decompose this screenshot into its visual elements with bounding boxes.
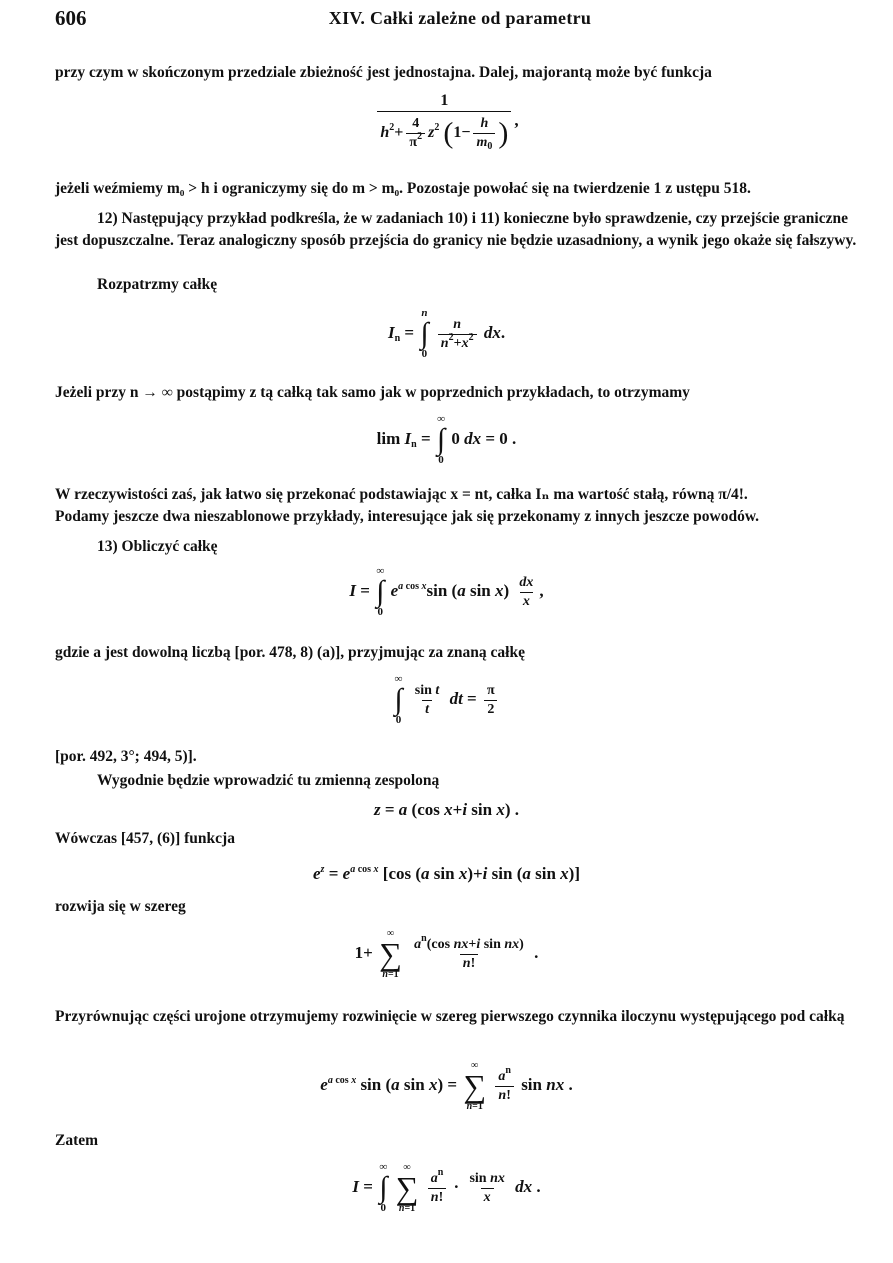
paragraph-then: Wówczas [457, (6)] funkcja [55, 830, 235, 847]
paragraph-complex-var: Wygodnie będzie wprowadzić tu zmienną zespoloną [97, 772, 440, 789]
paragraph-reality: W rzeczywistości zaś, jak łatwo się przekonać podstawiając x = nt, całka Iₙ ma wartość stałą, równą π/4!. [55, 486, 748, 503]
paragraph-two-examples: Podamy jeszcze dwa nieszablonowe przykłady, interesujące jak się przekonamy z innych jeszcze powodów. [55, 508, 760, 525]
page-header [55, 6, 865, 34]
paragraph-example-13: 13) Obliczyć całkę [97, 538, 218, 555]
formula-final: I = ∞ ∫ 0 ∞ ∑ n=1 $\frac{a^n}{n!}$ · $\frac{\text{sin nx}}{x}$ dx . [352, 1161, 541, 1214]
formula-dirichlet: ∞ ∫ 0 $\frac{\text{sin t}}{t}$ dt = $\frac{\pi}{2}$ [0, 674, 893, 726]
paragraph-where-a: gdzie a jest dowolną liczbą [por. 478, 8) (a)], przyjmując za znaną całkę [55, 644, 525, 661]
paragraph-therefore: Zatem [55, 1132, 99, 1149]
formula-majorant: 1 $h^2+$ $\frac{4}{\pi^2}$ $z^2$ (1− $\frac{h}{m_0}$ ) , [0, 92, 893, 151]
formula-limit: $\lim I_n$ = ∞ ∫ 0 0 dx = 0 . [376, 413, 517, 466]
running-head: XIV. Całki zależne od parametru [328, 8, 592, 28]
paragraph-ref: [por. 492, 3°; 494, 5)]. [55, 748, 197, 765]
formula-imaginary-series: $e^{a cos x}$ sin (a sin x) = ∞ ∑ n=1 $\frac{a^n}{n!}$ sin nx . [320, 1060, 573, 1112]
formula-In: $I_n$ = n ∫ 0 $\frac{n}{n^2+x^2}$ dx. [387, 307, 506, 360]
formula-z: z = a (cos x+i sin x) . [373, 800, 520, 819]
formula-integral-I: I = ∞ ∫ 0 $e^{a cos x}\sin$ (a sin x) $\frac{dx}{x}$ , [349, 565, 544, 618]
page-number: 606 [55, 6, 87, 30]
paragraph-consider: Rozpatrzmy całkę [97, 276, 218, 293]
paragraph-example-12: 12) Następujący przykład podkreśla, że w zadaniach 10) i 11) konieczne było sprawdzenie, czy przejście graniczne jest dopuszczalne. Teraz analogiczny sposób przejścia do granicy nie będzie uzasadniony, a wynik jego okaże się fałszywy. [55, 210, 857, 249]
paragraph-condition: jeżeli weźmiemy m₀ > h i ograniczymy się do m > m₀. Pozostaje powołać się na twierdzenie 1 z ustępu 518. [55, 180, 751, 197]
formula-ez: $e^z = e^{a cos x}$ [cos (a sin x)+i sin (a sin x)] [313, 864, 580, 883]
paragraph-series: rozwija się w szereg [55, 898, 186, 915]
formula-series: 1+ ∞ ∑ n=1 $\frac{a^n(\cos nx+i \sin nx)}{n!}$ . [354, 928, 539, 980]
paragraph-limit: Jeżeli przy n → ∞ postąpimy z tą całką tak samo jak w poprzednich przykładach, to otrzymamy [55, 384, 690, 401]
paragraph-majorant: przy czym w skończonym przedziale zbieżność jest jednostajna. Dalej, majorantą może być funkcja [55, 64, 712, 81]
paragraph-imaginary: Przyrównując części urojone otrzymujemy rozwinięcie w szereg pierwszego czynnika iloczynu występującego pod całką [55, 1008, 845, 1025]
